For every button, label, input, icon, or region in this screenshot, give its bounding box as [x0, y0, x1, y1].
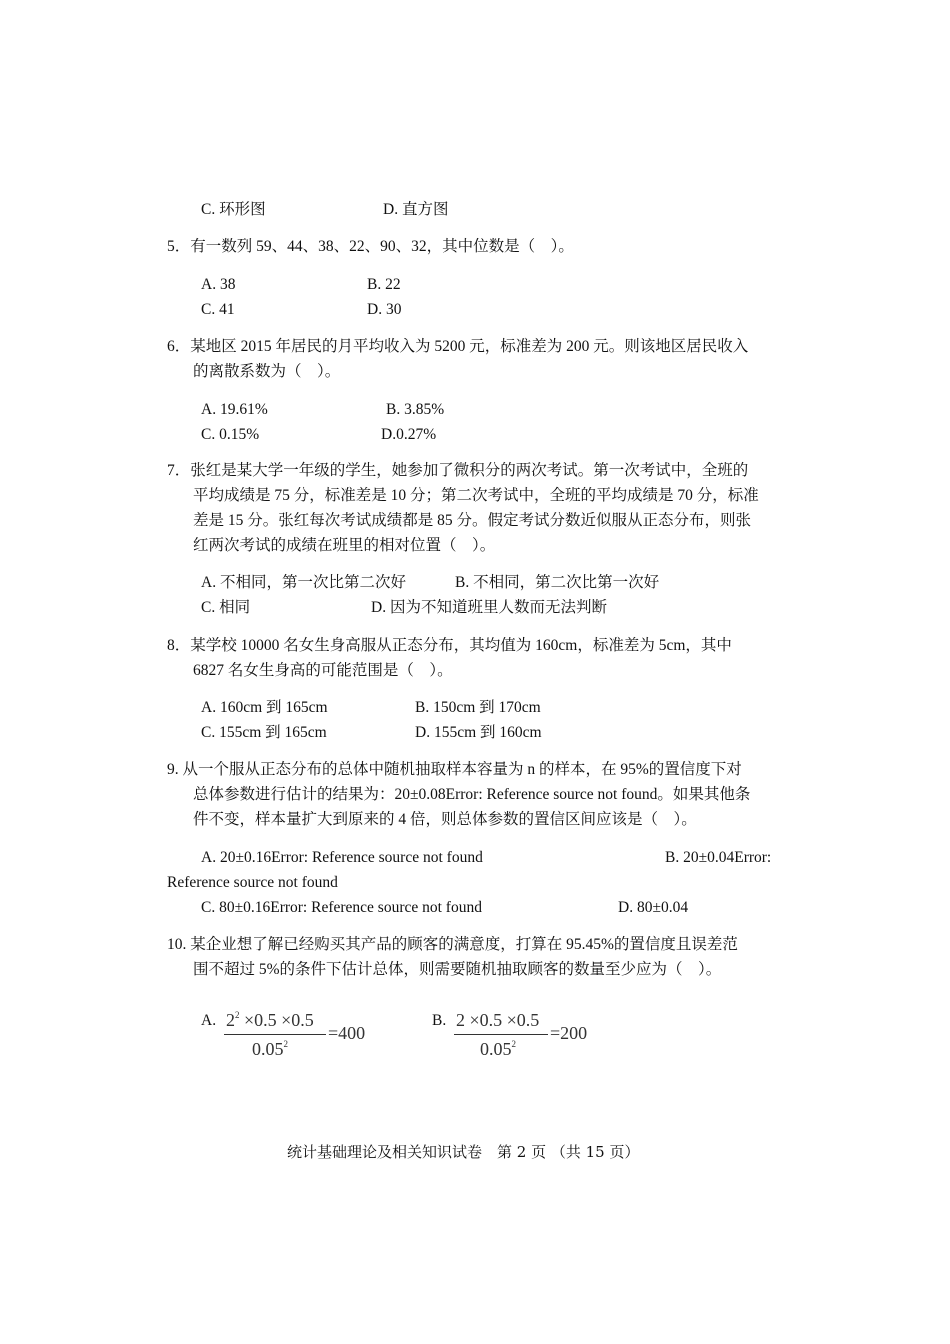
q7-option-b: B. 不相同，第二次比第一次好	[455, 574, 660, 591]
question-7-stem-line-4: 红两次考试的成绩在班里的相对位置（ ）。	[193, 537, 496, 554]
q9-option-c: C. 80±0.16Error: Reference source not found	[201, 899, 482, 916]
q8-option-b: B. 150cm 到 170cm	[415, 699, 541, 716]
question-10-stem-line-2: 围不超过 5%的条件下估计总体，则需要随机抽取顾客的数量至少应为（ ）。	[193, 961, 722, 978]
q8-option-d: D. 155cm 到 160cm	[415, 724, 542, 741]
question-7-stem-line-2: 平均成绩是 75 分，标准差是 10 分；第二次考试中，全班的平均成绩是 70 分，标准	[193, 487, 759, 504]
q6-option-c: C. 0.15%	[201, 426, 260, 443]
q10-option-a-label: A.	[201, 1012, 217, 1029]
q6-option-d: D.0.27%	[381, 426, 437, 443]
formula-numerator: $2^2 \times 0.5 \times 0.5$	[226, 1010, 314, 1030]
question-9-stem-line-3: 件不变，样本量扩大到原来的 4 倍，则总体参数的置信区间应该是（ ）。	[193, 811, 697, 828]
q6-option-b: B. 3.85%	[386, 401, 445, 418]
question-5-stem: 5．有一数列 59、44、38、22、90、32，其中位数是（ ）。	[167, 238, 574, 255]
q6-option-a: A. 19.61%	[201, 401, 268, 418]
q9-option-b-continued: Reference source not found	[167, 874, 338, 891]
q5-option-b: B. 22	[367, 276, 401, 293]
q5-option-a: A. 38	[201, 276, 236, 293]
q10-option-b-label: B.	[432, 1012, 447, 1029]
q9-option-b: B. 20±0.04Error:	[665, 849, 772, 866]
page-footer: 统计基础理论及相关知识试卷 第 2 页 （共 15 页）	[287, 1143, 640, 1161]
question-9-stem-line-1: 9. 从一个服从正态分布的总体中随机抽取样本容量为 n 的样本，在 95%的置信度下对	[167, 761, 742, 778]
q8-option-a: A. 160cm 到 165cm	[201, 699, 328, 716]
question-7-stem-line-3: 差是 15 分。张红每次考试成绩都是 85 分。假定考试分数近似服从正态分布，则张	[193, 512, 752, 529]
fraction-bar	[224, 1034, 326, 1035]
option-c: C. 环形图	[201, 201, 266, 218]
question-6-stem-line-1: 6．某地区 2015 年居民的月平均收入为 5200 元，标准差为 200 元。则该地区居民收入	[167, 338, 749, 355]
formula-result: =200	[550, 1023, 588, 1043]
q7-option-c: C. 相同	[201, 599, 251, 616]
formula-denominator: 0.05$^2$	[480, 1039, 516, 1059]
question-7-stem-line-1: 7．张红是某大学一年级的学生，她参加了微积分的两次考试。第一次考试中，全班的	[167, 462, 749, 479]
q7-option-d: D. 因为不知道班里人数而无法判断	[371, 599, 607, 616]
formula-denominator: 0.05$^2$	[252, 1039, 288, 1059]
option-d: D. 直方图	[383, 201, 449, 218]
question-6-stem-line-2: 的离散系数为（ ）。	[193, 363, 341, 380]
question-8-stem-line-2: 6827 名女生身高的可能范围是（ ）。	[193, 662, 453, 679]
question-8-stem-line-1: 8．某学校 10000 名女生身高服从正态分布，其均值为 160cm，标准差为 5cm，其中	[167, 637, 732, 654]
formula-numerator: 2 ×0.5 ×0.5	[456, 1010, 540, 1030]
q5-option-c: C. 41	[201, 301, 235, 318]
question-9-stem-line-2: 总体参数进行估计的结果为：20±0.08Error: Reference source not found。如果其他条	[193, 786, 751, 803]
fraction-bar	[454, 1034, 548, 1035]
q9-option-d: D. 80±0.04	[618, 899, 689, 916]
question-10-stem-line-1: 10. 某企业想了解已经购买其产品的顾客的满意度，打算在 95.45%的置信度且误差范	[167, 936, 738, 953]
formula-result: =400	[328, 1023, 366, 1043]
q9-option-a: A. 20±0.16Error: Reference source not found	[201, 849, 483, 866]
q5-option-d: D. 30	[367, 301, 402, 318]
q7-option-a: A. 不相同，第一次比第二次好	[201, 574, 406, 591]
q8-option-c: C. 155cm 到 165cm	[201, 724, 327, 741]
